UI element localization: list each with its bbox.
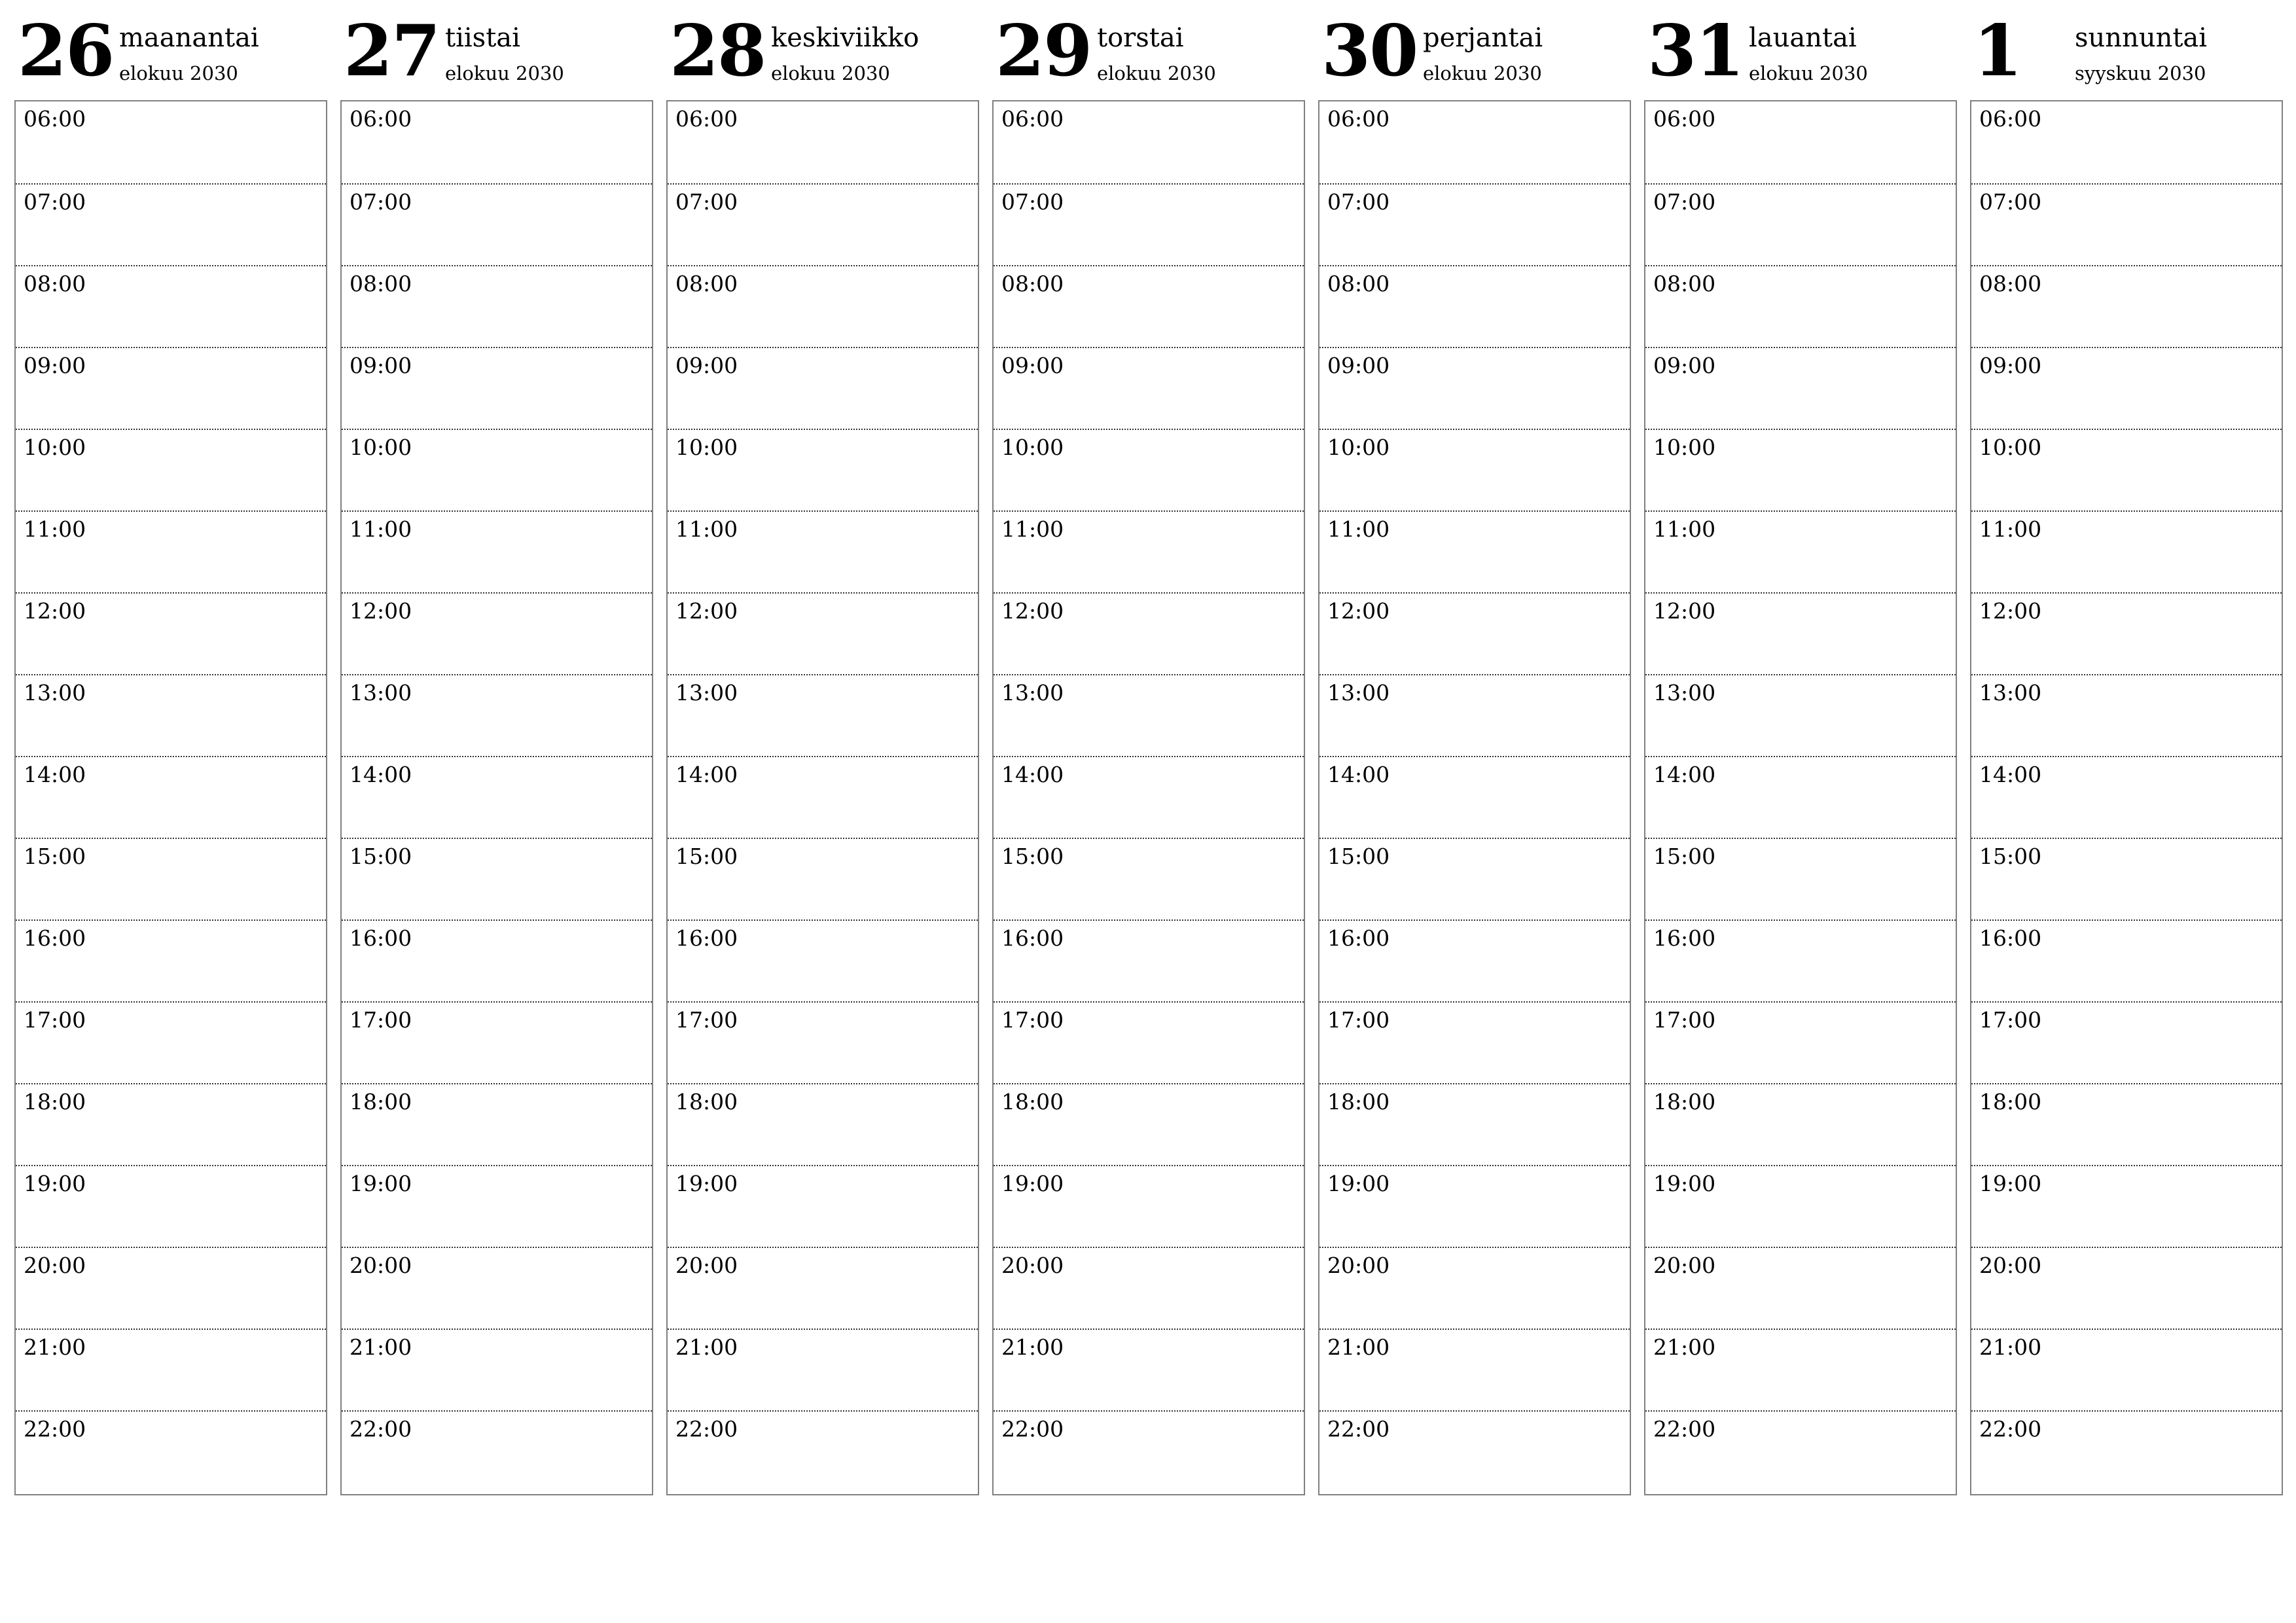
hour-label: 21:00 [1979,1334,2042,1360]
hour-slot[interactable] [1319,265,1630,347]
hour-slot[interactable] [994,838,1304,919]
hour-slot[interactable] [1645,510,1956,592]
hour-slot[interactable] [1319,919,1630,1001]
hour-slot[interactable] [668,101,978,183]
hour-slot[interactable] [668,1329,978,1410]
hour-label: 07:00 [675,189,738,215]
hour-slot[interactable] [994,592,1304,674]
day-header [1318,0,1631,98]
hour-label: 11:00 [1653,516,1716,542]
hour-label: 09:00 [1653,353,1716,378]
hour-label: 12:00 [1327,598,1390,624]
hour-label: 08:00 [350,271,412,296]
day-number: 26 [18,10,114,92]
hour-slot[interactable] [994,1410,1304,1492]
hour-slot[interactable] [1319,101,1630,183]
hour-label: 14:00 [1001,762,1064,787]
day-name: lauantai [1749,23,1857,53]
hour-slot[interactable] [1645,592,1956,674]
hour-slot[interactable] [994,1083,1304,1165]
hour-slot[interactable] [1319,592,1630,674]
hour-slot[interactable] [994,1329,1304,1410]
hour-slot[interactable] [1971,1410,2282,1492]
hour-label: 10:00 [1979,435,2042,460]
hour-label: 19:00 [1001,1171,1064,1196]
hour-label: 10:00 [24,435,86,460]
hour-label: 20:00 [350,1253,412,1278]
hour-slot[interactable] [1319,1001,1630,1083]
hour-label: 19:00 [1653,1171,1716,1196]
hour-label: 19:00 [1327,1171,1390,1196]
hour-slot[interactable] [1319,429,1630,510]
hour-label: 09:00 [24,353,86,378]
hour-label: 06:00 [24,106,86,132]
hour-slot[interactable] [16,1083,326,1165]
hour-slot[interactable] [342,429,652,510]
hour-slot[interactable] [16,1410,326,1492]
hour-label: 07:00 [1001,189,1064,215]
hour-label: 10:00 [1327,435,1390,460]
hour-label: 12:00 [1653,598,1716,624]
hour-slot[interactable] [668,919,978,1001]
hour-slot[interactable] [1645,1001,1956,1083]
hour-label: 09:00 [350,353,412,378]
hour-slot[interactable] [1645,265,1956,347]
hour-slot[interactable] [1971,183,2282,265]
day-column [666,0,979,1442]
hour-slot[interactable] [994,265,1304,347]
hour-label: 13:00 [24,680,86,705]
hour-slot[interactable] [668,838,978,919]
hour-label: 16:00 [675,925,738,951]
hour-slot[interactable] [342,1247,652,1329]
hour-slot[interactable] [16,919,326,1001]
hour-slot[interactable] [1971,919,2282,1001]
hour-slot[interactable] [1319,183,1630,265]
hour-slot[interactable] [1319,1329,1630,1410]
hour-label: 17:00 [1327,1007,1390,1033]
hour-label: 16:00 [1001,925,1064,951]
month-year: elokuu 2030 [771,62,890,84]
hour-label: 20:00 [1001,1253,1064,1278]
month-year: elokuu 2030 [1423,62,1542,84]
hour-slot[interactable] [342,919,652,1001]
hour-label: 11:00 [1979,516,2042,542]
hour-slot[interactable] [994,756,1304,838]
day-column [1318,0,1631,1442]
hour-slot[interactable] [668,1247,978,1329]
hour-slot[interactable] [1645,1329,1956,1410]
hour-label: 10:00 [350,435,412,460]
hour-slot[interactable] [1645,101,1956,183]
day-schedule-box [14,100,327,1495]
day-schedule-box [1970,100,2283,1495]
hour-label: 12:00 [1979,598,2042,624]
hour-slot[interactable] [1971,265,2282,347]
hour-label: 15:00 [1001,844,1064,869]
hour-label: 08:00 [1001,271,1064,296]
hour-label: 06:00 [675,106,738,132]
hour-label: 22:00 [1327,1416,1390,1442]
hour-slot[interactable] [1645,838,1956,919]
hour-label: 14:00 [24,762,86,787]
hour-label: 11:00 [350,516,412,542]
hour-label: 08:00 [1653,271,1716,296]
hour-slot[interactable] [342,101,652,183]
hour-slot[interactable] [1319,1165,1630,1247]
hour-slot[interactable] [16,1329,326,1410]
month-year: elokuu 2030 [445,62,564,84]
hour-slot[interactable] [342,265,652,347]
hour-label: 18:00 [1653,1089,1716,1115]
hour-slot[interactable] [1319,1247,1630,1329]
day-number: 28 [670,10,766,92]
day-column [14,0,327,1442]
hour-label: 21:00 [1001,1334,1064,1360]
hour-slot[interactable] [1971,756,2282,838]
hour-label: 13:00 [1979,680,2042,705]
hour-slot[interactable] [1645,183,1956,265]
hour-label: 22:00 [675,1416,738,1442]
hour-slot[interactable] [1645,1410,1956,1492]
hour-label: 15:00 [1653,844,1716,869]
hour-label: 15:00 [1327,844,1390,869]
hour-slot[interactable] [668,510,978,592]
hour-label: 17:00 [1001,1007,1064,1033]
hour-label: 06:00 [1653,106,1716,132]
day-schedule-box [992,100,1305,1495]
hour-label: 20:00 [1979,1253,2042,1278]
hour-slot[interactable] [1319,1083,1630,1165]
hour-label: 20:00 [675,1253,738,1278]
hour-label: 09:00 [1001,353,1064,378]
hour-label: 09:00 [1327,353,1390,378]
hour-slot[interactable] [994,510,1304,592]
day-number: 30 [1321,10,1418,92]
hour-slot[interactable] [16,1247,326,1329]
hour-slot[interactable] [994,1165,1304,1247]
hour-slot[interactable] [342,1001,652,1083]
hour-label: 07:00 [1979,189,2042,215]
hour-label: 10:00 [1653,435,1716,460]
hour-slot[interactable] [16,265,326,347]
day-schedule-box [666,100,979,1495]
hour-label: 07:00 [350,189,412,215]
hour-label: 14:00 [1327,762,1390,787]
hour-slot[interactable] [1319,756,1630,838]
hour-label: 13:00 [1327,680,1390,705]
hour-slot[interactable] [1971,101,2282,183]
hour-label: 16:00 [350,925,412,951]
hour-slot[interactable] [342,1410,652,1492]
day-column [992,0,1305,1442]
day-name: torstai [1097,23,1184,53]
hour-slot[interactable] [342,592,652,674]
day-name: maanantai [119,23,259,53]
hour-label: 14:00 [1653,762,1716,787]
hour-label: 12:00 [350,598,412,624]
hour-slot[interactable] [668,1410,978,1492]
hour-label: 20:00 [24,1253,86,1278]
hour-label: 14:00 [350,762,412,787]
hour-label: 21:00 [1327,1334,1390,1360]
hour-slot[interactable] [16,838,326,919]
hour-slot[interactable] [16,429,326,510]
hour-label: 10:00 [675,435,738,460]
hour-slot[interactable] [1971,1247,2282,1329]
hour-slot[interactable] [342,183,652,265]
day-header [1970,0,2283,98]
day-number: 31 [1647,10,1744,92]
hour-slot[interactable] [1645,1247,1956,1329]
hour-label: 07:00 [1653,189,1716,215]
day-number: 1 [1973,10,2022,92]
day-header [1644,0,1957,98]
hour-slot[interactable] [994,674,1304,756]
hour-slot[interactable] [16,347,326,429]
hour-slot[interactable] [1645,1165,1956,1247]
hour-slot[interactable] [1645,347,1956,429]
hour-label: 19:00 [675,1171,738,1196]
hour-slot[interactable] [1645,919,1956,1001]
hour-slot[interactable] [994,1247,1304,1329]
hour-label: 08:00 [1979,271,2042,296]
hour-label: 16:00 [24,925,86,951]
hour-label: 13:00 [675,680,738,705]
hour-label: 06:00 [1979,106,2042,132]
hour-label: 17:00 [24,1007,86,1033]
hour-label: 15:00 [1979,844,2042,869]
hour-label: 13:00 [1653,680,1716,705]
hour-label: 20:00 [1327,1253,1390,1278]
day-header [340,0,653,98]
hour-slot[interactable] [342,510,652,592]
hour-slot[interactable] [1645,674,1956,756]
day-schedule-box [340,100,653,1495]
hour-label: 21:00 [1653,1334,1716,1360]
hour-label: 11:00 [1001,516,1064,542]
hour-label: 10:00 [1001,435,1064,460]
hour-slot[interactable] [668,183,978,265]
hour-label: 14:00 [1979,762,2042,787]
hour-slot[interactable] [16,1001,326,1083]
day-column [340,0,653,1442]
hour-label: 22:00 [24,1416,86,1442]
hour-slot[interactable] [1971,1165,2282,1247]
hour-label: 13:00 [1001,680,1064,705]
hour-slot[interactable] [994,183,1304,265]
hour-slot[interactable] [1971,1001,2282,1083]
day-schedule-box [1318,100,1631,1495]
hour-label: 15:00 [350,844,412,869]
day-schedule-box [1644,100,1957,1495]
hour-label: 18:00 [1979,1089,2042,1115]
hour-label: 21:00 [350,1334,412,1360]
hour-label: 22:00 [1653,1416,1716,1442]
hour-slot[interactable] [16,510,326,592]
hour-label: 07:00 [1327,189,1390,215]
hour-label: 13:00 [350,680,412,705]
hour-label: 11:00 [675,516,738,542]
hour-label: 21:00 [675,1334,738,1360]
month-year: elokuu 2030 [119,62,238,84]
month-year: syyskuu 2030 [2075,62,2206,84]
hour-label: 20:00 [1653,1253,1716,1278]
hour-label: 09:00 [675,353,738,378]
day-name: perjantai [1423,23,1543,53]
hour-label: 17:00 [350,1007,412,1033]
hour-slot[interactable] [1971,1329,2282,1410]
hour-slot[interactable] [16,592,326,674]
hour-slot[interactable] [16,101,326,183]
hour-slot[interactable] [994,347,1304,429]
hour-slot[interactable] [342,838,652,919]
hour-label: 12:00 [675,598,738,624]
hour-slot[interactable] [668,347,978,429]
hour-label: 18:00 [24,1089,86,1115]
hour-slot[interactable] [994,919,1304,1001]
hour-label: 07:00 [24,189,86,215]
day-number: 29 [996,10,1092,92]
month-year: elokuu 2030 [1749,62,1868,84]
hour-label: 19:00 [24,1171,86,1196]
hour-label: 18:00 [1327,1089,1390,1115]
hour-slot[interactable] [668,674,978,756]
hour-slot[interactable] [1319,347,1630,429]
hour-label: 22:00 [350,1416,412,1442]
hour-label: 12:00 [1001,598,1064,624]
day-name: keskiviikko [771,23,920,53]
hour-slot[interactable] [668,1083,978,1165]
hour-label: 06:00 [1001,106,1064,132]
hour-slot[interactable] [16,183,326,265]
hour-label: 22:00 [1979,1416,2042,1442]
hour-slot[interactable] [994,1001,1304,1083]
day-column [1970,0,2283,1442]
hour-label: 06:00 [1327,106,1390,132]
hour-slot[interactable] [342,1165,652,1247]
hour-slot[interactable] [668,265,978,347]
hour-slot[interactable] [342,1329,652,1410]
hour-label: 17:00 [1653,1007,1716,1033]
hour-slot[interactable] [1971,838,2282,919]
day-header [14,0,327,98]
hour-slot[interactable] [1971,510,2282,592]
day-name: tiistai [445,23,520,53]
hour-slot[interactable] [668,1165,978,1247]
hour-slot[interactable] [668,756,978,838]
hour-slot[interactable] [342,347,652,429]
hour-label: 16:00 [1653,925,1716,951]
hour-label: 18:00 [675,1089,738,1115]
hour-slot[interactable] [668,1001,978,1083]
hour-label: 21:00 [24,1334,86,1360]
day-name: sunnuntai [2075,23,2208,53]
hour-slot[interactable] [16,674,326,756]
day-header [666,0,979,98]
hour-slot[interactable] [1319,838,1630,919]
hour-slot[interactable] [1319,510,1630,592]
hour-slot[interactable] [1645,1083,1956,1165]
hour-label: 18:00 [1001,1089,1064,1115]
hour-slot[interactable] [342,1083,652,1165]
hour-slot[interactable] [1971,674,2282,756]
hour-slot[interactable] [16,756,326,838]
hour-slot[interactable] [1319,674,1630,756]
hour-label: 08:00 [675,271,738,296]
hour-slot[interactable] [342,674,652,756]
hour-label: 11:00 [1327,516,1390,542]
hour-label: 18:00 [350,1089,412,1115]
hour-label: 17:00 [1979,1007,2042,1033]
hour-slot[interactable] [342,756,652,838]
hour-label: 15:00 [675,844,738,869]
hour-label: 11:00 [24,516,86,542]
hour-slot[interactable] [1645,429,1956,510]
hour-slot[interactable] [668,592,978,674]
hour-label: 22:00 [1001,1416,1064,1442]
hour-slot[interactable] [1971,592,2282,674]
hour-slot[interactable] [1971,1083,2282,1165]
hour-slot[interactable] [1319,1410,1630,1492]
hour-label: 06:00 [350,106,412,132]
hour-slot[interactable] [994,429,1304,510]
hour-label: 08:00 [1327,271,1390,296]
hour-label: 16:00 [1327,925,1390,951]
hour-label: 14:00 [675,762,738,787]
hour-label: 09:00 [1979,353,2042,378]
hour-slot[interactable] [1971,347,2282,429]
hour-label: 17:00 [675,1007,738,1033]
hour-label: 19:00 [1979,1171,2042,1196]
day-column [1644,0,1957,1442]
hour-label: 19:00 [350,1171,412,1196]
day-number: 27 [344,10,440,92]
hour-slot[interactable] [668,429,978,510]
day-header [992,0,1305,98]
hour-slot[interactable] [1971,429,2282,510]
hour-slot[interactable] [1645,756,1956,838]
hour-slot[interactable] [16,1165,326,1247]
hour-label: 12:00 [24,598,86,624]
hour-label: 16:00 [1979,925,2042,951]
hour-slot[interactable] [994,101,1304,183]
hour-label: 15:00 [24,844,86,869]
month-year: elokuu 2030 [1097,62,1216,84]
hour-label: 08:00 [24,271,86,296]
